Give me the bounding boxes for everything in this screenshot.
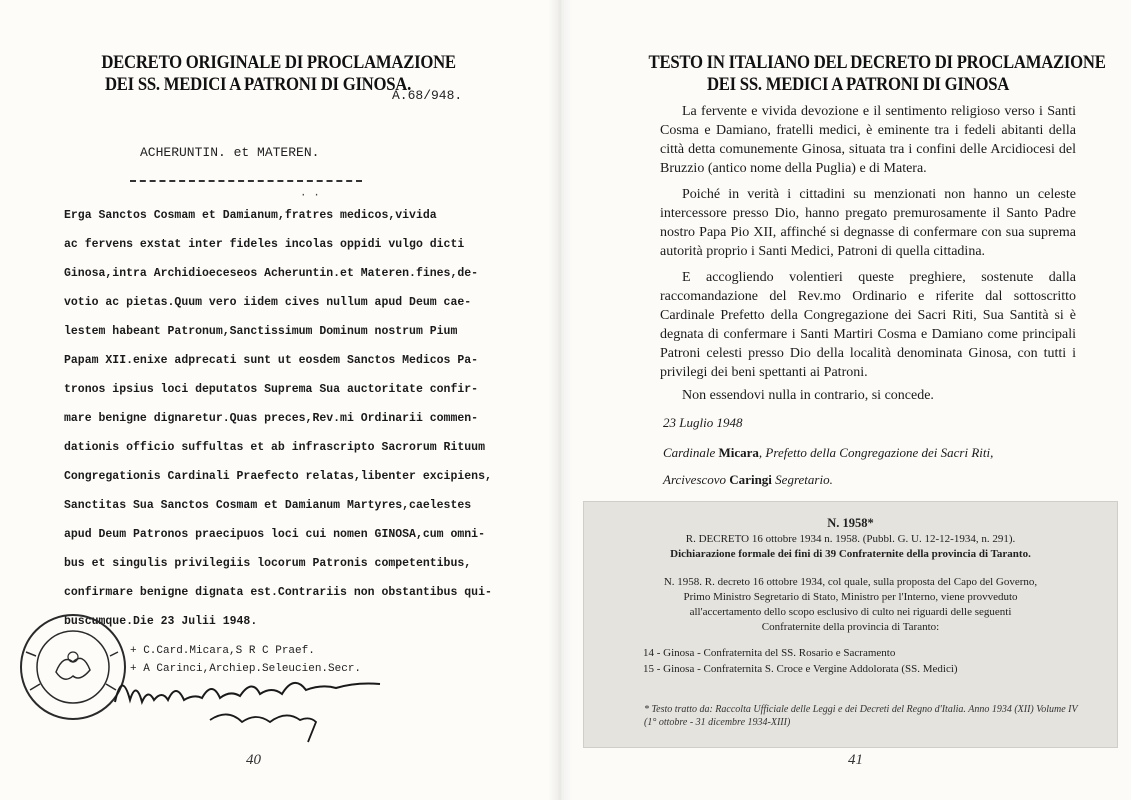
typed-line: bus et singulis privilegiis locorum Patronis competentibus,: [64, 557, 472, 570]
right-title-line: TESTO IN ITALIANO DEL DECRETO DI PROCLAMAZIONE: [648, 52, 1106, 73]
left-title: [101, 52, 456, 96]
decree-body-line: N. 1958. R. decreto 16 ottobre 1934, col quale, sulla proposta del Capo del Governo,: [663, 576, 1038, 588]
typed-line: ac fervens exstat inter fideles incolas oppidi vulgo dicti: [64, 238, 465, 251]
handwritten-signature-icon: [110, 660, 390, 750]
left-title-line: DECRETO ORIGINALE DI PROCLAMAZIONE: [101, 52, 456, 73]
typed-line: Congregationis Cardinali Praefecto relatas,libenter excipiens,: [64, 470, 492, 483]
page-number-left: 40: [246, 752, 261, 768]
decree-heading: Dichiarazione formale dei fini di 39 Confraternite della provincia di Taranto.: [670, 548, 1031, 560]
typed-line: Sanctitas Sua Sanctos Cosmam et Damianum Martyres,caelestes: [64, 499, 472, 512]
italian-paragraph: E accogliendo volentieri queste preghiere, sostenute dalla raccomandazione del Rev.mo Ordinario e riferite dal sottoscritto Cardinale Prefetto della Congregazione dei Sacri Riti, Sua Santità si è degnata di confermare i Santi Martiri Cosma e Damiano come principali Patroni celesti presso Dio della località denominata Ginosa, con tutti i privilegi dei beni spettanti ai Patroni.: [660, 270, 1076, 380]
dashed-divider: [130, 180, 362, 182]
decree-body-line: Confraternite della provincia di Taranto:: [761, 621, 940, 633]
typed-line: tronos ipsius loci deputatos Suprema Sua auctoritate confir-: [64, 383, 479, 396]
source-footnote: * Testo tratto da: Raccolta Ufficiale delle Leggi e dei Decreti del Regno d'Italia. Anno 1934 (XII) Volume IV (1° ottobre - 31 dicembre 1934-XIII): [644, 704, 1078, 728]
confraternity-item: 14 - Ginosa - Confraternita del SS. Rosario e Sacramento: [643, 647, 896, 659]
italian-paragraph: Poiché in verità i cittadini su menzionati non hanno un celeste intercessore presso Dio, hanno pregato premurosamente il Santo Padre nostro Papa Pio XII, affinché si degnasse di confermare con sua suprema autorità proprio i Santi Medici, Patroni di quella cittadina.: [660, 187, 1076, 259]
dots-ornament: · ·: [300, 190, 320, 202]
decree-reference: R. DECRETO 16 ottobre 1934 n. 1958. (Pubbl. G. U. 12-12-1934, n. 291).: [685, 533, 1016, 545]
typed-line: lestem habeant Patronum,Sanctissimum Dominum nostrum Pium: [64, 325, 458, 338]
closing-signature-line: + A Carinci,Archiep.Seleucien.Secr.: [130, 663, 362, 675]
book-gutter: [548, 0, 572, 800]
typed-line: buscumque.Die 23 Julii 1948.: [64, 615, 258, 628]
right-title-line: DEI SS. MEDICI A PATRONI DI GINOSA: [706, 74, 1010, 95]
decree-body-line: all'accertamento dello scopo esclusivo di culto nei riguardi delle seguenti: [689, 606, 1012, 618]
decree-body-line: Primo Ministro Segretario di Stato, Ministro per l'Interno, viene provveduto: [683, 591, 1018, 603]
royal-decree-box: [583, 501, 1118, 748]
decree-date: 23 Luglio 1948: [663, 415, 743, 430]
typed-line: dationis officio suffultas et ab infrascripto Sacrorum Rituum: [64, 441, 485, 454]
protocol-reference: A.68/948.: [392, 88, 463, 103]
confraternity-item: 15 - Ginosa - Confraternita S. Croce e Vergine Addolorata (SS. Medici): [643, 663, 958, 675]
closing-line: Non essendovi nulla in contrario, si concede.: [682, 388, 934, 403]
typed-line: mare benigne dignaretur.Quas preces,Rev.mi Ordinarii commen-: [64, 412, 479, 425]
signatory-archbishop: Arcivescovo Caringi Segretario.: [663, 472, 833, 487]
diocese-header: ACHERUNTIN. et MATEREN.: [140, 145, 320, 160]
right-title: [648, 52, 1106, 96]
typed-line: confirmare benigne dignata est.Contrariis non obstantibus qui-: [64, 586, 492, 599]
left-title-line: DEI SS. MEDICI A PATRONI DI GINOSA.: [104, 74, 412, 95]
page-number-right: 41: [848, 752, 863, 768]
italian-paragraph: La fervente e vivida devozione e il sentimento religioso verso i Santi Cosma e Damiano, fratelli medici, è eminente tra i fedeli abitanti della città detta comunemente Ginosa, situata tra i confini delle Arcidiocesi del Bruzzio (antico nome della Puglia) e di Matera.: [660, 104, 1076, 176]
typed-line: Ginosa,intra Archidioeceseos Acheruntin.et Materen.fines,de-: [64, 267, 479, 280]
typed-line: Erga Sanctos Cosmam et Damianum,fratres medicos,vivida: [64, 209, 437, 222]
typed-line: votio ac pietas.Quum vero iidem cives nullum apud Deum cae-: [64, 296, 472, 309]
typed-line: apud Deum Patronos praecipuos loci cui nomen GINOSA,cum omni-: [64, 528, 485, 541]
typed-line: Papam XII.enixe adprecati sunt ut eosdem Sanctos Medicos Pa-: [64, 354, 479, 367]
decree-number: N. 1958*: [827, 516, 874, 530]
closing-signature-line: + C.Card.Micara,S R C Praef.: [130, 645, 315, 657]
signatory-cardinal: Cardinale Micara, Prefetto della Congregazione dei Sacri Riti,: [663, 445, 994, 460]
